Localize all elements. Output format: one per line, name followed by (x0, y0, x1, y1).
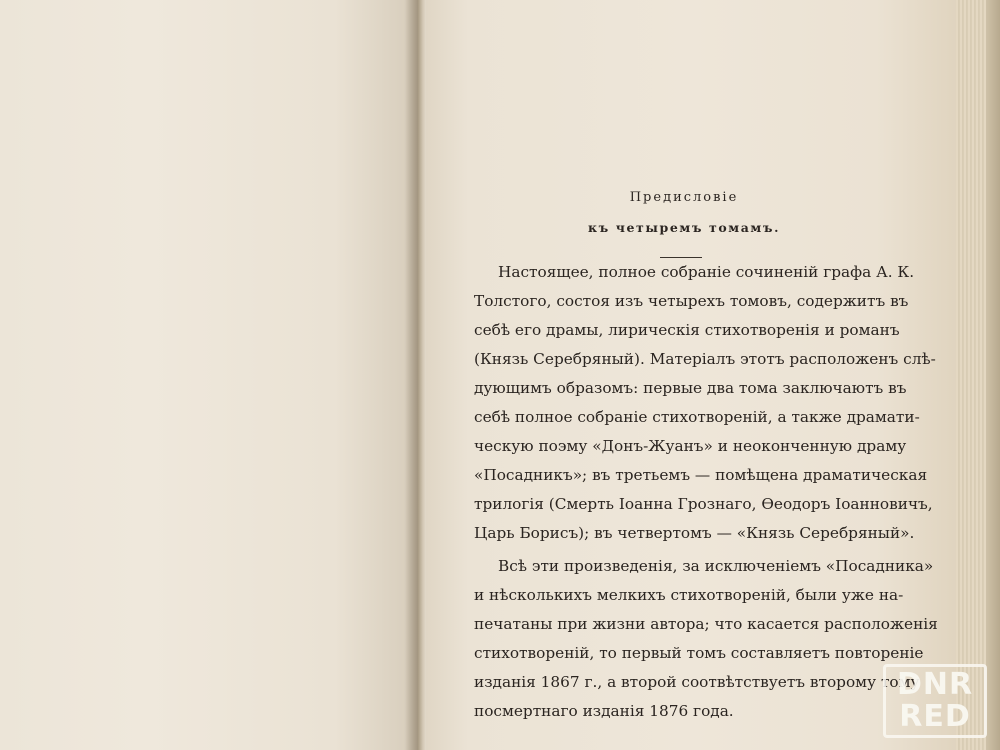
text-line-14: стихотвореній, то первый томъ составляетъ повтореніе (474, 644, 924, 662)
left-blank-page (0, 0, 418, 750)
watermark-line-1: DNR (896, 667, 974, 702)
watermark-logo (883, 664, 987, 738)
text-line-7: ческую поэму «Донъ-Жуанъ» и неоконченную драму (474, 437, 907, 455)
text-line-3: себѣ его драмы, лирическія стихотворенія и романъ (474, 321, 900, 339)
text-line-1: Настоящее, полное собраніе сочиненій графа А. К. (498, 263, 915, 281)
text-line-10: Царь Борисъ); въ четвертомъ — «Князь Серебряный». (474, 524, 915, 542)
text-line-12: и нѣсколькихъ мелкихъ стихотвореній, были уже на- (474, 586, 904, 604)
watermark-line-2: RED (899, 699, 971, 734)
preface-title: Предисловіе (629, 190, 739, 205)
text-line-11: Всѣ эти произведенія, за исключеніемъ «Посадника» (498, 557, 934, 575)
watermark-frame (883, 664, 987, 738)
text-line-16: посмертнаго изданія 1876 года. (474, 702, 734, 720)
page-edges (956, 0, 1000, 750)
text-line-4: (Князь Серебряный). Матеріалъ этотъ расположенъ слѣ- (474, 350, 936, 368)
text-line-8: «Посадникъ»; въ третьемъ — помѣщена драматическая (474, 466, 928, 484)
text-line-15: изданія 1867 г., а второй соотвѣтствуетъ второму тому (474, 673, 920, 691)
text-line-13: печатаны при жизни автора; что касается расположенія (474, 615, 938, 633)
text-line-5: дующимъ образомъ: первые два тома заключаютъ въ (474, 379, 907, 397)
text-line-2: Толстого, состоя изъ четырехъ томовъ, содержитъ въ (474, 292, 909, 310)
text-line-9: трилогія (Смерть Іоанна Грознаго, Ѳеодоръ Іоанновичъ, (474, 495, 933, 513)
book-gutter (418, 0, 426, 750)
preface-subtitle: къ четыремъ томамъ. (587, 220, 781, 235)
text-line-6: себѣ полное собраніе стихотвореній, а также драмати- (474, 408, 920, 426)
